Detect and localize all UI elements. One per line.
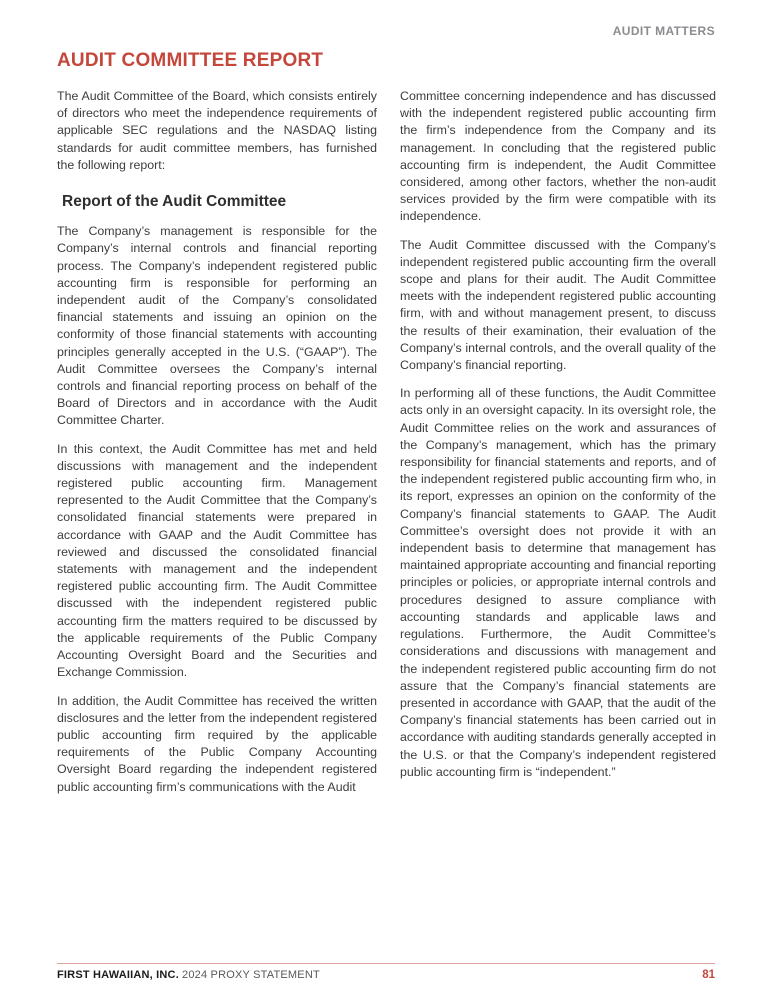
footer-left-text bbox=[57, 969, 320, 981]
body-paragraph: The Company’s management is responsible for the Company’s internal controls and financial reporting process. The Company’s independent registered public accounting firm is responsible for performing an independent audit of the Company’s consolidated financial statements and issuing an opinion on the conformity of those financial statements with accounting principles generally accepted in the U.S. (“GAAP”). The Audit Committee oversees the Company’s internal controls and financial reporting process on behalf of the Board of Directors and in accordance with the Audit Committee Charter. bbox=[57, 224, 377, 428]
left-column bbox=[57, 88, 377, 796]
page-number: 81 bbox=[702, 969, 715, 981]
body-paragraph: The Audit Committee discussed with the Company’s independent registered public accounting firm the overall scope and plans for their audit. The Audit Committee meets with the independent registered public accounting firm, with and without management present, to discuss the results of their examination, their evaluation of the Company’s internal controls, and the overall quality of the Company’s financial reporting. bbox=[400, 237, 716, 373]
right-column bbox=[400, 88, 716, 781]
footer-company: FIRST HAWAIIAN, INC. bbox=[57, 969, 179, 981]
section-subheading: Report of the Audit Committee bbox=[62, 193, 287, 211]
page-title: AUDIT COMMITTEE REPORT bbox=[57, 50, 324, 71]
footer-rule bbox=[57, 963, 715, 964]
footer-document: 2024 PROXY STATEMENT bbox=[182, 969, 320, 981]
intro-paragraph: The Audit Committee of the Board, which consists entirely of directors who meet the independence requirements of applicable SEC regulations and the NASDAQ listing standards for audit committee members, has furnished the following report: bbox=[57, 89, 377, 172]
body-paragraph: In performing all of these functions, the Audit Committee acts only in an oversight capacity. In its oversight role, the Audit Committee relies on the work and assurances of the Company’s management, which has the primary responsibility for financial statements and reports, and of the independent registered public accounting firm who, in its report, expresses an opinion on the conformity of the Company’s financial statements to GAAP. The Audit Committee’s oversight does not provide it with an independent basis to determine that management has maintained appropriate accounting and financial reporting principles or policies, or appropriate internal controls and procedures designed to assure compliance with accounting standards and applicable laws and regulations. Furthermore, the Audit Committee’s considerations and discussions with management and the independent registered public accounting firm do not assure that the Company’s financial statements are presented in accordance with GAAP, that the audit of the Company’s financial statements has been carried out in accordance with auditing standards generally accepted in the U.S. or that the Company’s independent registered public accounting firm is “independent.” bbox=[400, 386, 716, 779]
section-header-label: AUDIT MATTERS bbox=[612, 24, 715, 38]
body-paragraph: Committee concerning independence and has discussed with the independent registered public accounting firm the firm’s independence from the Company and its management. In concluding that the registered public accounting firm is independent, the Audit Committee considered, among other factors, whether the non-audit services provided by the firm were compatible with its independence. bbox=[400, 89, 716, 224]
footer bbox=[57, 969, 715, 981]
body-paragraph: In addition, the Audit Committee has received the written disclosures and the letter from the independent registered public accounting firm required by the applicable requirements of the Public Company Accounting Oversight Board regarding the independent registered public accounting firm’s communications with the Audit bbox=[57, 693, 377, 794]
body-paragraph: In this context, the Audit Committee has met and held discussions with management and the independent registered public accounting firm. Management represented to the Audit Committee that the Company’s consolidated financial statements were prepared in accordance with GAAP and the Audit Committee has reviewed and discussed the consolidated financial statements with management and the independent registered public accounting firm. The Audit Committee discussed with the independent registered public accounting firm the matters required to be discussed by the applicable requirements of the Public Company Accounting Oversight Board and the Securities and Exchange Commission. bbox=[57, 441, 377, 680]
